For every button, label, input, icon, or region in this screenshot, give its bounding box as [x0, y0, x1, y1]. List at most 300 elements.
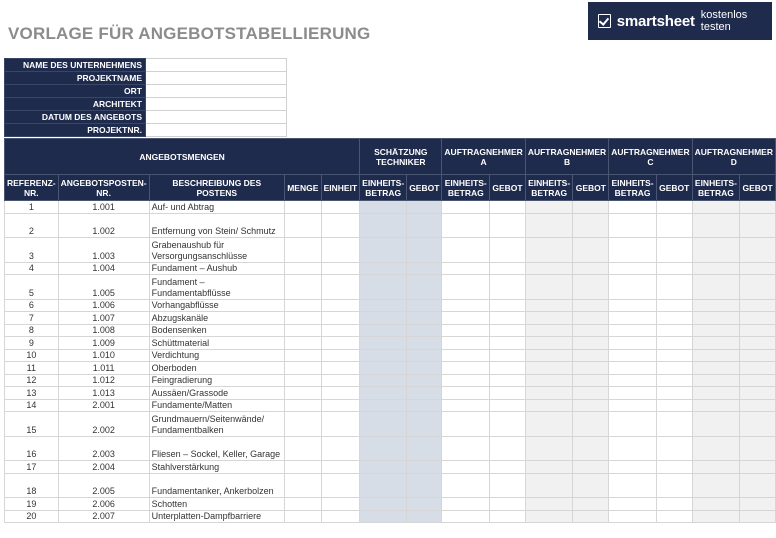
contractor-c-unit-price-cell[interactable]: [609, 387, 657, 400]
estimate-bid-cell[interactable]: [407, 387, 442, 400]
item-no-cell: 1.003: [58, 238, 149, 263]
unit-cell[interactable]: [321, 387, 360, 400]
estimate-unit-price-cell[interactable]: [360, 299, 407, 312]
contractor-a-unit-price-cell[interactable]: [442, 238, 490, 263]
contractor-a-bid-cell[interactable]: [490, 510, 526, 523]
contractor-c-bid-cell[interactable]: [656, 262, 692, 275]
ref-no-cell: 14: [5, 399, 59, 412]
contractor-c-bid-cell[interactable]: [656, 275, 692, 300]
quantity-cell[interactable]: [284, 412, 321, 437]
contractor-d-bid-cell[interactable]: [740, 362, 776, 375]
contractor-d-unit-price-cell[interactable]: [692, 399, 740, 412]
header-unit: EINHEIT: [321, 175, 360, 201]
contractor-b-bid-cell[interactable]: [573, 436, 609, 461]
quantity-cell[interactable]: [284, 387, 321, 400]
estimate-bid-cell[interactable]: [407, 262, 442, 275]
contractor-d-bid-cell[interactable]: [740, 275, 776, 300]
checkmark-logo-icon: [598, 14, 611, 28]
contractor-a-unit-price-cell[interactable]: [442, 337, 490, 350]
estimate-unit-price-cell[interactable]: [360, 201, 407, 214]
contractor-a-bid-cell[interactable]: [490, 461, 526, 474]
item-no-cell: 1.005: [58, 275, 149, 300]
info-value-cell[interactable]: [146, 111, 287, 124]
unit-cell[interactable]: [321, 324, 360, 337]
estimate-bid-cell[interactable]: [407, 337, 442, 350]
contractor-b-unit-price-cell[interactable]: [525, 262, 573, 275]
header-unit-price: EINHEITS-BETRAG: [360, 175, 407, 201]
header-unit-price: EINHEITS-BETRAG: [525, 175, 573, 201]
contractor-d-bid-cell[interactable]: [740, 299, 776, 312]
contractor-c-bid-cell[interactable]: [656, 498, 692, 511]
estimate-unit-price-cell[interactable]: [360, 387, 407, 400]
contractor-c-unit-price-cell[interactable]: [609, 362, 657, 375]
info-value-cell[interactable]: [146, 98, 287, 111]
contractor-d-bid-cell[interactable]: [740, 436, 776, 461]
contractor-b-bid-cell[interactable]: [573, 337, 609, 350]
contractor-b-unit-price-cell[interactable]: [525, 312, 573, 325]
estimate-bid-cell[interactable]: [407, 498, 442, 511]
contractor-d-unit-price-cell[interactable]: [692, 362, 740, 375]
contractor-c-bid-cell[interactable]: [656, 399, 692, 412]
info-value-cell[interactable]: [146, 124, 287, 137]
contractor-b-bid-cell[interactable]: [573, 275, 609, 300]
estimate-unit-price-cell[interactable]: [360, 436, 407, 461]
contractor-b-unit-price-cell[interactable]: [525, 436, 573, 461]
estimate-unit-price-cell[interactable]: [360, 473, 407, 498]
contractor-d-unit-price-cell[interactable]: [692, 461, 740, 474]
table-row: [5, 262, 776, 275]
contractor-c-bid-cell[interactable]: [656, 337, 692, 350]
contractor-d-unit-price-cell[interactable]: [692, 473, 740, 498]
quantity-cell[interactable]: [284, 498, 321, 511]
contractor-d-bid-cell[interactable]: [740, 461, 776, 474]
item-no-cell: 1.012: [58, 374, 149, 387]
item-no-cell: 1.008: [58, 324, 149, 337]
contractor-d-unit-price-cell[interactable]: [692, 510, 740, 523]
quantity-cell[interactable]: [284, 262, 321, 275]
description-cell: Vorhangabflüsse: [149, 299, 284, 312]
description-cell: Fundamentanker, Ankerbolzen: [149, 473, 284, 498]
estimate-bid-cell[interactable]: [407, 436, 442, 461]
contractor-d-unit-price-cell[interactable]: [692, 412, 740, 437]
unit-cell[interactable]: [321, 412, 360, 437]
contractor-d-bid-cell[interactable]: [740, 349, 776, 362]
contractor-a-bid-cell[interactable]: [490, 374, 526, 387]
contractor-a-unit-price-cell[interactable]: [442, 275, 490, 300]
header-bid: GEBOT: [490, 175, 526, 201]
table-row: [5, 238, 776, 263]
contractor-b-unit-price-cell[interactable]: [525, 324, 573, 337]
ref-no-cell: 6: [5, 299, 59, 312]
contractor-d-bid-cell[interactable]: [740, 312, 776, 325]
unit-cell[interactable]: [321, 337, 360, 350]
table-row: [5, 498, 776, 511]
contractor-b-unit-price-cell[interactable]: [525, 374, 573, 387]
estimate-bid-cell[interactable]: [407, 362, 442, 375]
contractor-d-unit-price-cell[interactable]: [692, 312, 740, 325]
contractor-c-bid-cell[interactable]: [656, 213, 692, 238]
header-bid: GEBOT: [407, 175, 442, 201]
unit-cell[interactable]: [321, 312, 360, 325]
contractor-b-bid-cell[interactable]: [573, 213, 609, 238]
contractor-b-bid-cell[interactable]: [573, 349, 609, 362]
contractor-a-unit-price-cell[interactable]: [442, 324, 490, 337]
contractor-b-bid-cell[interactable]: [573, 238, 609, 263]
header-item-no: ANGEBOTSPOSTEN-NR.: [58, 175, 149, 201]
contractor-c-unit-price-cell[interactable]: [609, 473, 657, 498]
contractor-d-bid-cell[interactable]: [740, 387, 776, 400]
estimate-unit-price-cell[interactable]: [360, 262, 407, 275]
quantity-cell[interactable]: [284, 349, 321, 362]
table-row: [5, 275, 776, 300]
contractor-b-unit-price-cell[interactable]: [525, 461, 573, 474]
info-row: [5, 72, 287, 85]
quantity-cell[interactable]: [284, 461, 321, 474]
unit-cell[interactable]: [321, 238, 360, 263]
contractor-c-unit-price-cell[interactable]: [609, 510, 657, 523]
contractor-a-bid-cell[interactable]: [490, 399, 526, 412]
contractor-d-bid-cell[interactable]: [740, 213, 776, 238]
contractor-b-bid-cell[interactable]: [573, 387, 609, 400]
contractor-c-bid-cell[interactable]: [656, 436, 692, 461]
estimate-unit-price-cell[interactable]: [360, 238, 407, 263]
contractor-a-unit-price-cell[interactable]: [442, 436, 490, 461]
unit-cell[interactable]: [321, 349, 360, 362]
contractor-d-unit-price-cell[interactable]: [692, 349, 740, 362]
contractor-d-unit-price-cell[interactable]: [692, 436, 740, 461]
description-cell: Entfernung von Stein/ Schmutz: [149, 213, 284, 238]
estimate-bid-cell[interactable]: [407, 275, 442, 300]
estimate-bid-cell[interactable]: [407, 510, 442, 523]
unit-cell[interactable]: [321, 299, 360, 312]
contractor-c-bid-cell[interactable]: [656, 510, 692, 523]
contractor-c-bid-cell[interactable]: [656, 312, 692, 325]
contractor-b-unit-price-cell[interactable]: [525, 362, 573, 375]
contractor-a-bid-cell[interactable]: [490, 213, 526, 238]
estimate-unit-price-cell[interactable]: [360, 510, 407, 523]
estimate-unit-price-cell[interactable]: [360, 213, 407, 238]
info-row: [5, 124, 287, 137]
smartsheet-trial-button[interactable]: [588, 2, 772, 40]
estimate-unit-price-cell[interactable]: [360, 362, 407, 375]
header-bid-quantities: ANGEBOTSMENGEN: [5, 139, 360, 175]
quantity-cell[interactable]: [284, 213, 321, 238]
contractor-c-unit-price-cell[interactable]: [609, 201, 657, 214]
contractor-c-bid-cell[interactable]: [656, 324, 692, 337]
unit-cell[interactable]: [321, 362, 360, 375]
info-row: [5, 111, 287, 124]
contractor-d-bid-cell[interactable]: [740, 374, 776, 387]
estimate-unit-price-cell[interactable]: [360, 275, 407, 300]
unit-cell[interactable]: [321, 374, 360, 387]
estimate-bid-cell[interactable]: [407, 299, 442, 312]
contractor-c-unit-price-cell[interactable]: [609, 337, 657, 350]
quantity-cell[interactable]: [284, 275, 321, 300]
estimate-bid-cell[interactable]: [407, 412, 442, 437]
contractor-b-bid-cell[interactable]: [573, 498, 609, 511]
contractor-a-unit-price-cell[interactable]: [442, 312, 490, 325]
contractor-c-unit-price-cell[interactable]: [609, 436, 657, 461]
contractor-b-bid-cell[interactable]: [573, 510, 609, 523]
unit-cell[interactable]: [321, 275, 360, 300]
contractor-a-bid-cell[interactable]: [490, 299, 526, 312]
contractor-b-bid-cell[interactable]: [573, 362, 609, 375]
contractor-a-bid-cell[interactable]: [490, 436, 526, 461]
estimate-bid-cell[interactable]: [407, 349, 442, 362]
table-row: [5, 201, 776, 214]
estimate-bid-cell[interactable]: [407, 312, 442, 325]
ref-no-cell: 19: [5, 498, 59, 511]
unit-cell[interactable]: [321, 498, 360, 511]
contractor-c-unit-price-cell[interactable]: [609, 412, 657, 437]
ref-no-cell: 18: [5, 473, 59, 498]
contractor-d-unit-price-cell[interactable]: [692, 324, 740, 337]
item-no-cell: 1.011: [58, 362, 149, 375]
quantity-cell[interactable]: [284, 436, 321, 461]
contractor-d-bid-cell[interactable]: [740, 337, 776, 350]
contractor-c-unit-price-cell[interactable]: [609, 349, 657, 362]
contractor-a-unit-price-cell[interactable]: [442, 498, 490, 511]
contractor-a-unit-price-cell[interactable]: [442, 362, 490, 375]
contractor-d-unit-price-cell[interactable]: [692, 213, 740, 238]
item-no-cell: 1.004: [58, 262, 149, 275]
unit-cell[interactable]: [321, 213, 360, 238]
contractor-b-unit-price-cell[interactable]: [525, 510, 573, 523]
contractor-d-unit-price-cell[interactable]: [692, 337, 740, 350]
estimate-unit-price-cell[interactable]: [360, 312, 407, 325]
unit-cell[interactable]: [321, 436, 360, 461]
contractor-a-unit-price-cell[interactable]: [442, 262, 490, 275]
estimate-unit-price-cell[interactable]: [360, 324, 407, 337]
contractor-a-bid-cell[interactable]: [490, 262, 526, 275]
contractor-d-bid-cell[interactable]: [740, 201, 776, 214]
quantity-cell[interactable]: [284, 510, 321, 523]
unit-cell[interactable]: [321, 262, 360, 275]
contractor-a-bid-cell[interactable]: [490, 275, 526, 300]
item-no-cell: 1.013: [58, 387, 149, 400]
table-row: [5, 324, 776, 337]
contractor-b-unit-price-cell[interactable]: [525, 399, 573, 412]
contractor-b-unit-price-cell[interactable]: [525, 275, 573, 300]
contractor-d-unit-price-cell[interactable]: [692, 238, 740, 263]
ref-no-cell: 1: [5, 201, 59, 214]
contractor-b-bid-cell[interactable]: [573, 201, 609, 214]
contractor-c-bid-cell[interactable]: [656, 238, 692, 263]
table-row: [5, 213, 776, 238]
contractor-c-bid-cell[interactable]: [656, 461, 692, 474]
contractor-d-unit-price-cell[interactable]: [692, 201, 740, 214]
contractor-d-unit-price-cell[interactable]: [692, 262, 740, 275]
description-cell: Verdichtung: [149, 349, 284, 362]
contractor-a-bid-cell[interactable]: [490, 238, 526, 263]
contractor-b-unit-price-cell[interactable]: [525, 387, 573, 400]
contractor-a-bid-cell[interactable]: [490, 349, 526, 362]
estimate-unit-price-cell[interactable]: [360, 412, 407, 437]
estimate-bid-cell[interactable]: [407, 473, 442, 498]
ref-no-cell: 9: [5, 337, 59, 350]
quantity-cell[interactable]: [284, 399, 321, 412]
contractor-a-unit-price-cell[interactable]: [442, 510, 490, 523]
ref-no-cell: 2: [5, 213, 59, 238]
contractor-a-bid-cell[interactable]: [490, 201, 526, 214]
estimate-bid-cell[interactable]: [407, 399, 442, 412]
contractor-a-unit-price-cell[interactable]: [442, 461, 490, 474]
estimate-bid-cell[interactable]: [407, 201, 442, 214]
contractor-b-unit-price-cell[interactable]: [525, 473, 573, 498]
quantity-cell[interactable]: [284, 299, 321, 312]
quantity-cell[interactable]: [284, 337, 321, 350]
quantity-cell[interactable]: [284, 374, 321, 387]
contractor-d-bid-cell[interactable]: [740, 510, 776, 523]
contractor-d-bid-cell[interactable]: [740, 412, 776, 437]
contractor-c-unit-price-cell[interactable]: [609, 213, 657, 238]
contractor-c-unit-price-cell[interactable]: [609, 312, 657, 325]
contractor-d-bid-cell[interactable]: [740, 473, 776, 498]
info-value-cell[interactable]: [146, 85, 287, 98]
info-row: [5, 85, 287, 98]
contractor-a-bid-cell[interactable]: [490, 412, 526, 437]
contractor-d-unit-price-cell[interactable]: [692, 387, 740, 400]
contractor-d-unit-price-cell[interactable]: [692, 275, 740, 300]
contractor-b-bid-cell[interactable]: [573, 399, 609, 412]
estimate-bid-cell[interactable]: [407, 461, 442, 474]
contractor-d-unit-price-cell[interactable]: [692, 299, 740, 312]
contractor-a-unit-price-cell[interactable]: [442, 399, 490, 412]
contractor-c-bid-cell[interactable]: [656, 412, 692, 437]
contractor-c-bid-cell[interactable]: [656, 362, 692, 375]
estimate-bid-cell[interactable]: [407, 213, 442, 238]
quantity-cell[interactable]: [284, 238, 321, 263]
estimate-bid-cell[interactable]: [407, 324, 442, 337]
contractor-b-bid-cell[interactable]: [573, 374, 609, 387]
contractor-c-unit-price-cell[interactable]: [609, 498, 657, 511]
contractor-c-unit-price-cell[interactable]: [609, 374, 657, 387]
contractor-d-bid-cell[interactable]: [740, 262, 776, 275]
contractor-c-unit-price-cell[interactable]: [609, 461, 657, 474]
contractor-b-unit-price-cell[interactable]: [525, 213, 573, 238]
contractor-a-unit-price-cell[interactable]: [442, 387, 490, 400]
contractor-c-bid-cell[interactable]: [656, 387, 692, 400]
estimate-unit-price-cell[interactable]: [360, 399, 407, 412]
contractor-d-bid-cell[interactable]: [740, 399, 776, 412]
contractor-c-unit-price-cell[interactable]: [609, 324, 657, 337]
unit-cell[interactable]: [321, 510, 360, 523]
contractor-d-bid-cell[interactable]: [740, 498, 776, 511]
estimate-unit-price-cell[interactable]: [360, 337, 407, 350]
contractor-d-unit-price-cell[interactable]: [692, 498, 740, 511]
quantity-cell[interactable]: [284, 362, 321, 375]
contractor-b-bid-cell[interactable]: [573, 324, 609, 337]
contractor-d-bid-cell[interactable]: [740, 238, 776, 263]
page-title: VORLAGE FÜR ANGEBOTSTABELLIERUNG: [8, 24, 371, 43]
header-contractor-d: AUFTRAGNEHMER D: [692, 139, 775, 175]
estimate-unit-price-cell[interactable]: [360, 374, 407, 387]
contractor-a-unit-price-cell[interactable]: [442, 201, 490, 214]
unit-cell[interactable]: [321, 201, 360, 214]
contractor-a-unit-price-cell[interactable]: [442, 374, 490, 387]
table-row: [5, 412, 776, 437]
ref-no-cell: 15: [5, 412, 59, 437]
contractor-b-unit-price-cell[interactable]: [525, 238, 573, 263]
contractor-c-bid-cell[interactable]: [656, 374, 692, 387]
contractor-b-bid-cell[interactable]: [573, 299, 609, 312]
contractor-d-unit-price-cell[interactable]: [692, 374, 740, 387]
contractor-d-bid-cell[interactable]: [740, 324, 776, 337]
contractor-b-unit-price-cell[interactable]: [525, 201, 573, 214]
contractor-b-unit-price-cell[interactable]: [525, 299, 573, 312]
estimate-unit-price-cell[interactable]: [360, 349, 407, 362]
ref-no-cell: 13: [5, 387, 59, 400]
contractor-c-bid-cell[interactable]: [656, 299, 692, 312]
contractor-b-bid-cell[interactable]: [573, 312, 609, 325]
contractor-c-unit-price-cell[interactable]: [609, 262, 657, 275]
description-cell: Oberboden: [149, 362, 284, 375]
contractor-c-bid-cell[interactable]: [656, 349, 692, 362]
info-row: [5, 98, 287, 111]
contractor-b-bid-cell[interactable]: [573, 461, 609, 474]
project-info-table: [4, 58, 287, 137]
table-row: [5, 299, 776, 312]
bid-table: [4, 138, 776, 523]
info-value-cell[interactable]: [146, 59, 287, 72]
contractor-c-unit-price-cell[interactable]: [609, 399, 657, 412]
description-cell: Bodensenken: [149, 324, 284, 337]
contractor-b-unit-price-cell[interactable]: [525, 349, 573, 362]
contractor-a-bid-cell[interactable]: [490, 387, 526, 400]
contractor-a-bid-cell[interactable]: [490, 324, 526, 337]
contractor-a-unit-price-cell[interactable]: [442, 473, 490, 498]
contractor-b-bid-cell[interactable]: [573, 473, 609, 498]
quantity-cell[interactable]: [284, 201, 321, 214]
contractor-a-unit-price-cell[interactable]: [442, 349, 490, 362]
estimate-bid-cell[interactable]: [407, 238, 442, 263]
contractor-a-bid-cell[interactable]: [490, 312, 526, 325]
unit-cell[interactable]: [321, 473, 360, 498]
info-value-cell[interactable]: [146, 72, 287, 85]
contractor-a-unit-price-cell[interactable]: [442, 213, 490, 238]
contractor-a-bid-cell[interactable]: [490, 362, 526, 375]
unit-cell[interactable]: [321, 399, 360, 412]
estimate-bid-cell[interactable]: [407, 374, 442, 387]
estimate-unit-price-cell[interactable]: [360, 498, 407, 511]
contractor-b-bid-cell[interactable]: [573, 412, 609, 437]
contractor-b-bid-cell[interactable]: [573, 262, 609, 275]
contractor-c-bid-cell[interactable]: [656, 201, 692, 214]
quantity-cell[interactable]: [284, 324, 321, 337]
contractor-a-unit-price-cell[interactable]: [442, 299, 490, 312]
quantity-cell[interactable]: [284, 473, 321, 498]
contractor-c-unit-price-cell[interactable]: [609, 275, 657, 300]
contractor-b-unit-price-cell[interactable]: [525, 412, 573, 437]
contractor-c-unit-price-cell[interactable]: [609, 299, 657, 312]
contractor-b-unit-price-cell[interactable]: [525, 337, 573, 350]
header-ref-no: REFERENZ-NR.: [5, 175, 59, 201]
ref-no-cell: 5: [5, 275, 59, 300]
unit-cell[interactable]: [321, 461, 360, 474]
table-row: [5, 461, 776, 474]
contractor-c-bid-cell[interactable]: [656, 473, 692, 498]
header-engineer-estimate: SCHÄTZUNG TECHNIKER: [360, 139, 442, 175]
contractor-a-bid-cell[interactable]: [490, 473, 526, 498]
contractor-a-unit-price-cell[interactable]: [442, 412, 490, 437]
estimate-unit-price-cell[interactable]: [360, 461, 407, 474]
quantity-cell[interactable]: [284, 312, 321, 325]
contractor-c-unit-price-cell[interactable]: [609, 238, 657, 263]
contractor-b-unit-price-cell[interactable]: [525, 498, 573, 511]
info-label: PROJEKTNAME: [5, 72, 146, 85]
contractor-a-bid-cell[interactable]: [490, 337, 526, 350]
contractor-a-bid-cell[interactable]: [490, 498, 526, 511]
